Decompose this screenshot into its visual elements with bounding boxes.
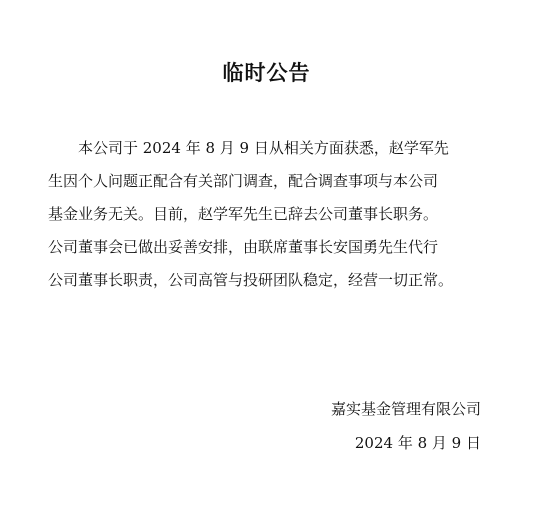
- signature-date: 2024 年 8 月 9 日: [354, 434, 481, 452]
- signature-company: 嘉实基金管理有限公司: [330, 400, 481, 418]
- signature-block: [331, 392, 481, 460]
- body-line: 公司董事会已做出妥善安排，由联席董事长安国勇先生代行: [48, 238, 439, 256]
- body-line: 本公司于 2024 年 8 月 9 日从相关方面获悉，赵学军先: [78, 139, 449, 157]
- notice-title: 临时公告: [222, 61, 311, 85]
- body-line: 公司董事长职责，公司高管与投研团队稳定，经营一切正常。: [48, 271, 454, 289]
- notice-body: [48, 132, 488, 297]
- body-line: 生因个人问题正配合有关部门调查，配合调查事项与本公司: [48, 172, 439, 190]
- body-line: 基金业务无关。目前，赵学军先生已辞去公司董事长职务。: [48, 205, 439, 223]
